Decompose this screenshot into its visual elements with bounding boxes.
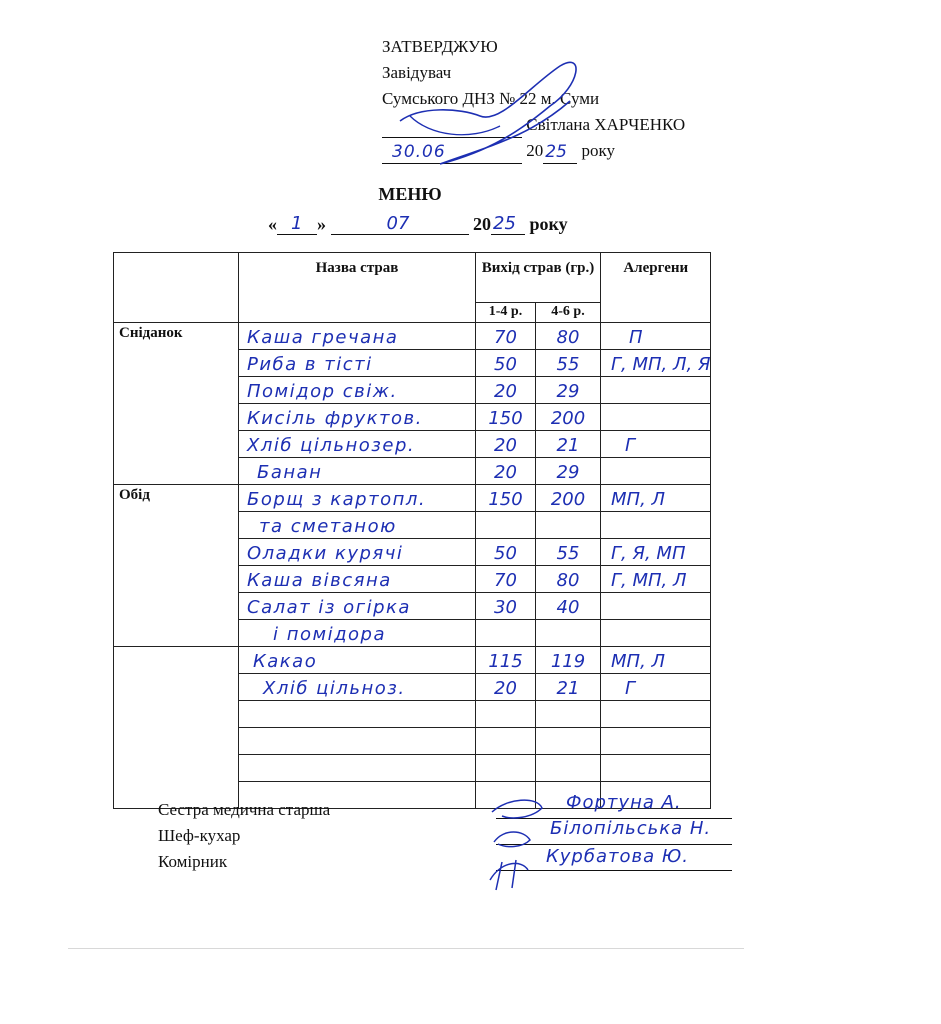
allergens: [601, 701, 711, 728]
allergens: Г: [601, 674, 711, 701]
dish-name: Каша гречана: [239, 323, 476, 350]
output-4-6: [536, 728, 601, 755]
allergens: [601, 620, 711, 647]
output-4-6: 21: [536, 431, 601, 458]
output-4-6: 80: [536, 566, 601, 593]
menu-month-handwritten: 07: [386, 213, 410, 234]
output-1-4: 115: [476, 647, 536, 674]
output-1-4: 20: [476, 458, 536, 485]
output-1-4: [476, 512, 536, 539]
allergens: П: [601, 323, 711, 350]
menu-month-line: [331, 214, 469, 235]
menu-open-quote: «: [268, 214, 277, 234]
meal-snack: [114, 647, 239, 809]
dish-name: Салат із огірка: [239, 593, 476, 620]
allergens: Г, Я, МП: [601, 539, 711, 566]
allergens: МП, Л: [601, 485, 711, 512]
dish-name: та сметаною: [239, 512, 476, 539]
output-4-6: [536, 755, 601, 782]
header-allergens: Алергени: [601, 253, 711, 323]
table-header-row: [114, 253, 711, 303]
output-4-6: 80: [536, 323, 601, 350]
dish-name: Каша вівсяна: [239, 566, 476, 593]
header-age-4-6: 4-6 р.: [536, 303, 601, 323]
output-1-4: 30: [476, 593, 536, 620]
allergens: [601, 377, 711, 404]
output-1-4: 150: [476, 404, 536, 431]
table-row: [114, 323, 711, 350]
output-4-6: 200: [536, 485, 601, 512]
approval-date-handwritten: 30.06: [392, 142, 446, 162]
signatures-labels: [158, 797, 330, 875]
dish-name: Какао: [239, 647, 476, 674]
output-4-6: [536, 701, 601, 728]
dish-name: Риба в тісті: [239, 350, 476, 377]
menu-close-quote: »: [317, 214, 326, 234]
dish-name: і помідора: [239, 620, 476, 647]
table-row: [114, 485, 711, 512]
output-1-4: 50: [476, 539, 536, 566]
menu-year-word: року: [529, 214, 568, 234]
allergens: [601, 404, 711, 431]
output-4-6: 29: [536, 377, 601, 404]
allergens: [601, 728, 711, 755]
meal-breakfast: Сніданок: [114, 323, 239, 485]
header-dish-name: Назва страв: [239, 253, 476, 323]
dish-name: Кисіль фруктов.: [239, 404, 476, 431]
chef-signature-name: Білопільська Н.: [550, 818, 712, 839]
approval-year-prefix: 20: [526, 141, 544, 160]
footer-divider: [68, 948, 744, 949]
approval-year-word: року: [581, 141, 616, 160]
approval-signatory: Світлана ХАРЧЕНКО: [526, 115, 686, 134]
meal-lunch: Обід: [114, 485, 239, 647]
header-age-1-4: 1-4 р.: [476, 303, 536, 323]
allergens: МП, Л: [601, 647, 711, 674]
dish-name: [239, 728, 476, 755]
output-1-4: [476, 728, 536, 755]
output-4-6: 55: [536, 350, 601, 377]
allergens: [601, 458, 711, 485]
dish-name: Хліб цільноз.: [239, 674, 476, 701]
menu-year-line: [491, 214, 525, 235]
output-1-4: [476, 620, 536, 647]
approval-institution: Сумського ДНЗ № 22 м. Суми: [382, 89, 600, 108]
output-4-6: 29: [536, 458, 601, 485]
output-1-4: 20: [476, 377, 536, 404]
output-4-6: [536, 620, 601, 647]
output-1-4: 70: [476, 566, 536, 593]
allergens: Г, МП, Л: [601, 566, 711, 593]
allergens: Г: [601, 431, 711, 458]
dish-name: Оладки курячі: [239, 539, 476, 566]
allergens: [601, 755, 711, 782]
output-1-4: [476, 755, 536, 782]
output-1-4: 20: [476, 674, 536, 701]
approval-position: Завідувач: [382, 63, 452, 82]
output-4-6: 119: [536, 647, 601, 674]
allergens: [601, 593, 711, 620]
chef-label: Шеф-кухар: [158, 826, 241, 845]
output-1-4: [476, 701, 536, 728]
nurse-signature-name: Фортуна А.: [566, 792, 682, 813]
storekeeper-signature-name: Курбатова Ю.: [546, 846, 690, 867]
output-1-4: 70: [476, 323, 536, 350]
menu-year-prefix: 20: [473, 214, 491, 234]
menu-title: МЕНЮ: [378, 184, 442, 204]
output-4-6: 21: [536, 674, 601, 701]
output-1-4: 20: [476, 431, 536, 458]
allergens: [601, 512, 711, 539]
dish-name: Помідор свіж.: [239, 377, 476, 404]
approval-signature-scribble: [380, 46, 590, 176]
menu-table: [113, 252, 711, 809]
storekeeper-label: Комірник: [158, 852, 228, 871]
menu-date: [268, 214, 568, 235]
dish-name: Хліб цільнозер.: [239, 431, 476, 458]
allergens: Г, МП, Л, Я: [601, 350, 711, 377]
table-row: [114, 647, 711, 674]
dish-name: [239, 701, 476, 728]
dish-name: Банан: [239, 458, 476, 485]
output-4-6: 55: [536, 539, 601, 566]
header-output: Вихід страв (гр.): [476, 253, 601, 303]
signature-initials-scribble: [482, 790, 552, 900]
output-1-4: 150: [476, 485, 536, 512]
dish-name: [239, 755, 476, 782]
header-meal: [114, 253, 239, 323]
menu-day-handwritten: 1: [291, 213, 303, 234]
nurse-label: Сестра медична старша: [158, 800, 331, 819]
menu-year-handwritten: 25: [493, 213, 516, 234]
output-4-6: 200: [536, 404, 601, 431]
approval-heading: ЗАТВЕРДЖУЮ: [382, 37, 498, 56]
approval-year-handwritten: 25: [545, 142, 567, 162]
menu-day-line: [277, 214, 317, 235]
output-4-6: [536, 512, 601, 539]
dish-name: Борщ з картопл.: [239, 485, 476, 512]
output-4-6: 40: [536, 593, 601, 620]
output-1-4: 50: [476, 350, 536, 377]
